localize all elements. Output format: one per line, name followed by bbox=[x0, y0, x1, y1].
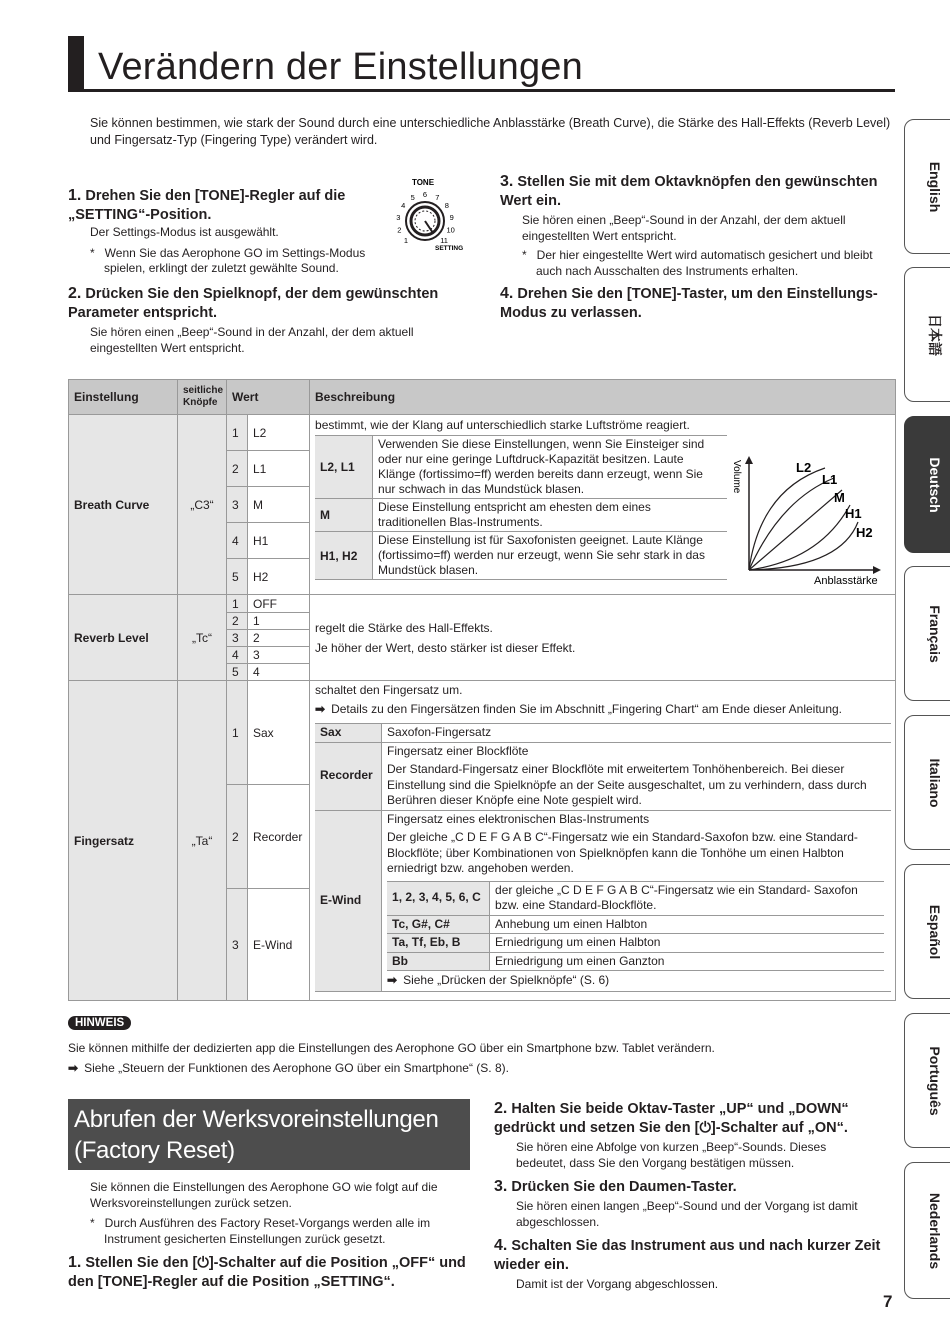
ewind-subtable: 1, 2, 3, 4, 5, 6, C der gleiche „C D E F G A B C“-Fingersatz wie ein Standard- Saxofon bzw. eine Standard-Blockflöte. Tc, G#, C# Anhebung um einen Halbton Ta, Tf, Eb, B Erniedrigung um einen Halbton Bb Erniedrigung um einen Ganzton bbox=[387, 881, 884, 972]
knob-pointer bbox=[425, 221, 433, 233]
step-1-body: Der Settings-Modus ist ausgewählt. * Wenn Sie das Aerophone GO im Settings-Modus spielen, erklingt der zuletzt gewählte Sound. bbox=[90, 225, 366, 275]
knob-number: 4 bbox=[401, 201, 406, 211]
finger-description: schaltet den Fingersatz um. ➡ Details zu den Fingersätzen finden Sie im Abschnitt „Fingering Chart“ am Ende dieser Anleitung. Sax Saxofon-Fingersatz Recorder Fingersatz einer Blockflöte Der Standard-Fingersatz einer Blockflöte mit erweitertem Tonhöhenbereich. Bei dieser Einstellung sind die Spielknöpfe an der Seite ausgeschaltet, um zu verhindern, dass durch Berühren dieser Knöpfe eine Note gespielt wird. E-Wind Fingersatz eines elektronischen Blas-Instruments Der gleiche „C D E F G A B C“-Fingersatz wie ein Standard-Saxofon bzw. eine Standard-Blockflöte; über Kombinationen von Spielknöpfen kann die Tonhöhe um einen Halbton erniedrigt bzw. angehoben werden. 1, 2, 3, 4, 5, 6, C der gleiche „C D E F G A B C“-Fingersatz wie ein Standard- Saxofon bzw. eine Standard-Blockflöte. Tc, G#, C# Anhebung um einen Halbton Ta, Tf, Eb, B Erniedrigung um einen Halbton Bb Erniedrigung um einen Ganzton ➡ Siehe „Drücken der Spielknöpfe“ (S. 6) bbox=[310, 681, 896, 1001]
curve-l2 bbox=[749, 468, 825, 570]
knob-number: 11 bbox=[440, 236, 448, 246]
step-4: 4. Drehen Sie den [TONE]-Taster, um den Einstellungs-Modus zu verlassen. bbox=[500, 285, 878, 321]
step-3: 3. Stellen Sie mit dem Oktavknöpfen den gewünschten Wert ein. Sie hören einen „Beep“-Sound in der Anzahl, der dem aktuell eingestellten Wert entspricht. * Der hier eingestellte Wert wird automatisch gesichert und bleibt auch nach Ausschalten des Instruments erhalten. bbox=[500, 173, 878, 278]
factory-step-3: 3. Drücken Sie den Daumen-Taster. Sie hören einen langen „Beep“-Sound und der Vorgang ist damit abgeschlossen. bbox=[494, 1178, 858, 1229]
knob-number: 3 bbox=[396, 212, 401, 222]
title-rule bbox=[68, 89, 895, 92]
header-side: seitliche Knöpfe bbox=[178, 380, 227, 415]
title-marker bbox=[68, 36, 84, 90]
curve-label-l1: L1 bbox=[822, 472, 838, 487]
step-2: 2. Drücken Sie den Spielknopf, der dem gewünschten Parameter entspricht. Sie hören einen „Beep“-Sound in der Anzahl, der dem aktuell eingestellten Wert entspricht. bbox=[68, 285, 439, 355]
breath-description: bestimmt, wie der Klang auf unterschiedlich starke Luftströme reagiert. L2, L1 Verwenden Sie diese Einstellungen, wenn Sie Einsteiger sind oder nur eine geringe Luftdruck-Kapazität besitzen. Laute Klänge (fortissimo=ff) werden bereits dann erzeugt, wenn Sie nur schwach in das Mundstück blasen. M Diese Einstellung entspricht am ehesten dem eines traditionellen Blas-Instruments. H1, H2 Diese Einstellung ist für Saxofonisten geeignet. Laute Klänge (fortissimo=ff) werden nur erzeugt, wenn Sie sehr stark in das Mundstück blasen. Volume Anblasstärke L2 L1 M H1 H2 bbox=[310, 415, 896, 595]
chart-ylabel: Volume bbox=[731, 460, 743, 494]
row-finger-button: „Ta“ bbox=[178, 681, 227, 1001]
knob-number: 2 bbox=[397, 225, 402, 235]
breath-subtable: L2, L1 Verwenden Sie diese Einstellungen, wenn Sie Einsteiger sind oder nur eine geringe Luftdruck-Kapazität besitzen. Laute Klänge (fortissimo=ff) werden bereits dann erzeugt, wenn Sie nur schwach in das Mundstück blasen. M Diese Einstellung entspricht am ehesten dem eines traditionellen Blas-Instruments. H1, H2 Diese Einstellung ist für Saxofonisten geeignet. Laute Klänge (fortissimo=ff) werden nur erzeugt, wenn Sie sehr stark in das Mundstück blasen. bbox=[315, 435, 727, 580]
knob-number: 10 bbox=[446, 225, 455, 235]
row-finger-name: Fingersatz bbox=[69, 681, 178, 1001]
curve-h2 bbox=[749, 522, 858, 570]
tone-knob-illustration bbox=[385, 176, 473, 252]
knob-numbers bbox=[396, 190, 455, 245]
knob-number: 9 bbox=[449, 212, 454, 222]
hinweis-ref: ➡ Siehe „Steuern der Funktionen des Aerophone GO über ein Smartphone“ (S. 8). bbox=[68, 1061, 509, 1075]
header-desc: Beschreibung bbox=[310, 380, 896, 415]
knob-number: 7 bbox=[435, 192, 440, 202]
tab-deutsch[interactable]: Deutsch bbox=[904, 416, 950, 553]
breath-curve-chart bbox=[730, 450, 890, 590]
row-breath-button: „C3“ bbox=[178, 415, 227, 595]
row-reverb-name: Reverb Level bbox=[69, 595, 178, 681]
tab-portugues[interactable]: Português bbox=[904, 1013, 950, 1148]
factory-intro: Sie können die Einstellungen des Aerophone GO wie folgt auf die Werksvoreinstellungen zurück setzen. * Durch Ausführen des Factory Reset-Vorgangs werden alle im Instrument gesicherten Einstellungen zurück gesetzt. bbox=[90, 1180, 438, 1246]
settings-table: Einstellung seitliche Knöpfe Wert Beschreibung Breath Curve „C3“ 1 L2 bestimmt, wie der Klang auf unterschiedlich starke Luftströme reagiert. L2, L1 Verwenden Sie diese Einstellungen, wenn Sie Einsteiger sind oder nur eine geringe Luftdruck-Kapazität besitzen. Laute Klänge (fortissimo=ff) werden bereits dann erzeugt, wenn Sie nur schwach in das Mundstück blasen. M Diese Einstellung entspricht am ehesten dem eines traditionellen Blas-Instruments. H1, H2 Diese Einstellung ist für Saxofonisten geeignet. Laute Klänge (fortissimo=ff) werden nur erzeugt, wenn Sie sehr stark in das Mundstück blasen. Volume Anblasstärke L2 L1 M H1 H2 2 L1 3 M 4 H1 5 H2 Reverb Level „Tc“ 1 OFF regelt die Stärke des Hall-Effekts. Je höher der Wert, desto stärker ist dieser Effekt. 2 1 3 2 4 3 5 4 Fingersatz „Ta“ 1 Sax schaltet den Fingersatz um. ➡ Details zu den Fingersätzen finden Sie im Abschnitt „Fingering Chart“ am Ende dieser Anleitung. Sax Saxofon-Fingersatz Recorder Fingersatz einer Blockflöte Der Standard-Fingersatz einer Blockflöte mit erweitertem Tonhöhenbereich. Bei dieser Einstellung sind die Spielknöpfe an der Seite ausgeschaltet, um zu verhindern, dass durch Berühren dieser Knöpfe eine Note gespielt wird. E-Wind Fingersatz eines elektronischen Blas-Instruments Der gleiche „C D E F G A B C“-Fingersatz wie ein Standard-Saxofon bzw. eine Standard-Blockflöte; über Kombinationen von Spielknöpfen kann die Tonhöhe um einen Halbton erniedrigt bzw. angehoben werden. 1, 2, 3, 4, 5, 6, C der gleiche „C D E F G A B C“-Fingersatz wie ein Standard- Saxofon bzw. eine Standard-Blockflöte. Tc, G#, C# Anhebung um einen Halbton Ta, Tf, Eb, B Erniedrigung um einen Halbton Bb Erniedrigung um einen Ganzton ➡ Siehe „Drücken der Spielknöpfe“ (S. 6) 2 Recorder 3 E-Wind bbox=[68, 379, 896, 1001]
tab-espanol[interactable]: Español bbox=[904, 864, 950, 999]
factory-reset-heading: Abrufen der Werksvoreinstellungen (Factory Reset) bbox=[74, 1106, 439, 1164]
row-breath-name: Breath Curve bbox=[69, 415, 178, 595]
tab-italiano[interactable]: Italiano bbox=[904, 715, 950, 850]
intro-text: Sie können bestimmen, wie stark der Sound durch eine unterschiedliche Anblasstärke (Breath Curve), die Stärke des Hall-Effekts (Reverb Level) und Fingersatz-Typ (Fingering Type) verändert wird. bbox=[90, 116, 891, 147]
arrow-icon: ➡ bbox=[387, 973, 398, 987]
header-value: Wert bbox=[227, 380, 310, 415]
tab-japanese[interactable]: 日本語 bbox=[904, 267, 950, 402]
row-reverb-button: „Tc“ bbox=[178, 595, 227, 681]
factory-step-2: 2. Halten Sie beide Oktav-Taster „UP“ und „DOWN“ gedrückt und setzen Sie den [⏻]-Schalter auf „ON“. Sie hören eine Abfolge von kurzen „Beep“-Sounds. Dieses bedeutet, dass Sie den Vorgang bestätigen müssen. bbox=[494, 1100, 849, 1170]
knob-number: 1 bbox=[403, 236, 408, 246]
knob-number: 8 bbox=[444, 201, 449, 211]
curve-label-h1: H1 bbox=[845, 506, 862, 521]
page-number: 7 bbox=[883, 1292, 893, 1311]
knob-number: 5 bbox=[410, 192, 415, 202]
chart-xlabel: Anblasstärke bbox=[814, 575, 878, 587]
hinweis-badge: HINWEIS bbox=[68, 1016, 131, 1030]
header-setting: Einstellung bbox=[69, 380, 178, 415]
knob-setting-label: SETTING bbox=[435, 245, 464, 252]
arrow-icon: ➡ bbox=[68, 1061, 79, 1075]
curve-label-m: M bbox=[834, 490, 845, 505]
tab-nederlands[interactable]: Nederlands bbox=[904, 1162, 950, 1299]
reverb-description: regelt die Stärke des Hall-Effekts. Je höher der Wert, desto stärker ist dieser Effekt. bbox=[310, 595, 896, 681]
curve-label-l2: L2 bbox=[796, 460, 812, 475]
finger-subtable: Sax Saxofon-Fingersatz Recorder Fingersatz einer Blockflöte Der Standard-Fingersatz einer Blockflöte mit erweitertem Tonhöhenbereich. Bei dieser Einstellung sind die Spielknöpfe an der Seite ausgeschaltet, um zu verhindern, dass durch Berühren dieser Knöpfe eine Note gespielt wird. E-Wind Fingersatz eines elektronischen Blas-Instruments Der gleiche „C D E F G A B C“-Fingersatz wie ein Standard-Saxofon bzw. eine Standard-Blockflöte; über Kombinationen von Spielknöpfen kann die Tonhöhe um einen Halbton erniedrigt bzw. angehoben werden. 1, 2, 3, 4, 5, 6, C der gleiche „C D E F G A B C“-Fingersatz wie ein Standard- Saxofon bzw. eine Standard-Blockflöte. Tc, G#, C# Anhebung um einen Halbton Ta, Tf, Eb, B Erniedrigung um einen Halbton Bb Erniedrigung um einen Ganzton ➡ Siehe „Drücken der Spielknöpfe“ (S. 6) bbox=[315, 723, 891, 992]
knob-label: TONE bbox=[411, 178, 435, 187]
factory-step-4: 4. Schalten Sie das Instrument aus und nach kurzer Zeit wieder ein. Damit ist der Vorgang abgeschlossen. bbox=[494, 1237, 881, 1291]
curve-h1 bbox=[749, 505, 850, 570]
arrow-icon: ➡ bbox=[315, 701, 326, 716]
tab-english[interactable]: English bbox=[904, 119, 950, 254]
tab-francais[interactable]: Français bbox=[904, 566, 950, 701]
factory-reset-heading-box bbox=[68, 1099, 470, 1170]
step-1: 1. Drehen Sie den [TONE]-Regler auf die „SETTING“-Position. bbox=[68, 187, 346, 223]
hinweis-text: Sie können mithilfe der dedizierten app die Einstellungen des Aerophone GO über ein Smartphone bzw. Tablet verändern. bbox=[68, 1041, 715, 1055]
knob-number: 6 bbox=[422, 190, 428, 199]
factory-step-1: 1. Stellen Sie den [⏻]-Schalter auf die Position „OFF“ und den [TONE]-Regler auf die Position „SETTING“. bbox=[68, 1254, 466, 1290]
page-title: Verändern der Einstellungen bbox=[98, 46, 583, 88]
curve-label-h2: H2 bbox=[856, 525, 873, 540]
